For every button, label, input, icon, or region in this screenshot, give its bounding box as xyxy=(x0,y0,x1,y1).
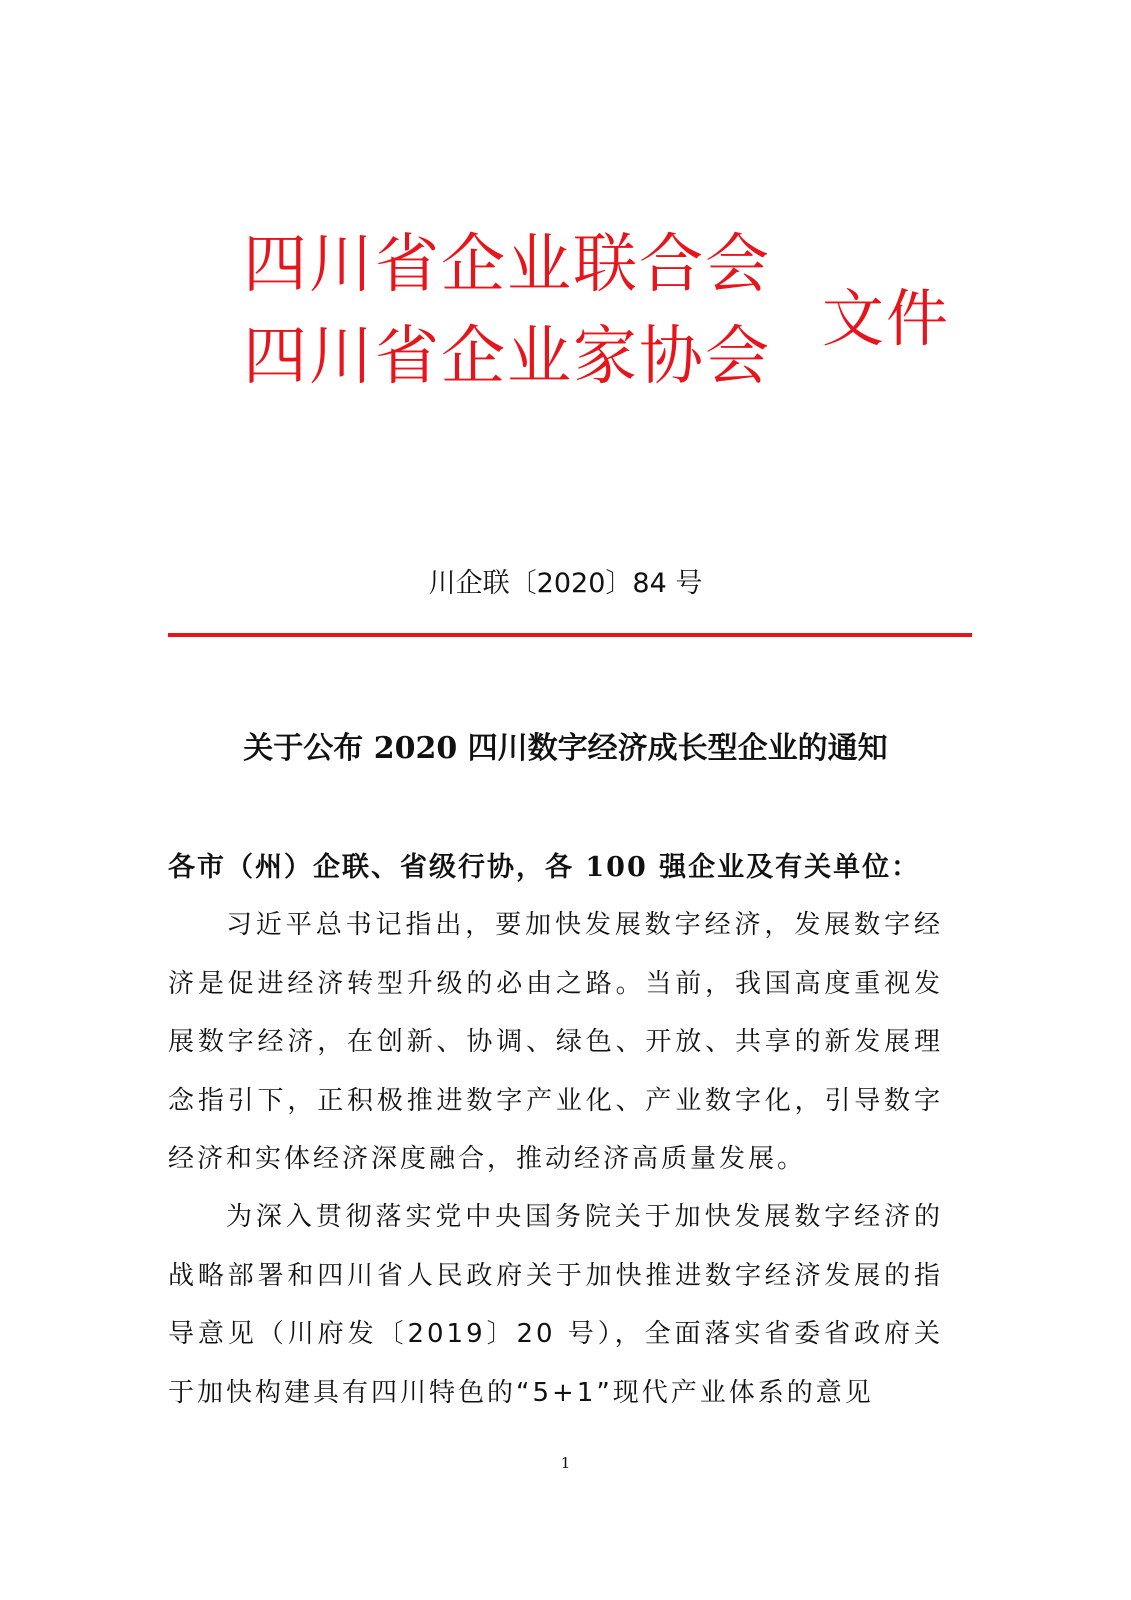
notice-title: 关于公布 2020 四川数字经济成长型企业的通知 xyxy=(243,731,888,766)
issuer-name-line-2: 四川省企业家协会 xyxy=(243,320,771,394)
body-paragraph: 习近平总书记指出，要加快发展数字经济，发展数字经济是促进经济转型升级的必由之路。当前，我国高度重视发展数字经济，在创新、协调、绿色、开放、共享的新发展理念指引下，正积极推进数字产业化、产业数字化，引导数字经济和实体经济深度融合，推动经济高质量发展。 xyxy=(168,910,943,1174)
red-divider-line xyxy=(168,633,972,637)
document-word: 文件 xyxy=(822,282,951,355)
body-paragraph: 为深入贯彻落实党中央国务院关于加快发展数字经济的战略部署和四川省人民政府关于加快推进数字经济发展的指导意见（川府发〔2019〕20 号），全面落实省委省政府关于加快构建具有四川特色的“5+1”现代产业体系的意见 xyxy=(168,1202,943,1408)
document-number: 川企联〔2020〕84 号 xyxy=(428,568,703,599)
issuer-name-line-1: 四川省企业联合会 xyxy=(243,228,771,302)
page-number: 1 xyxy=(560,1454,571,1472)
salutation: 各市（州）企联、省级行协，各 100 强企业及有关单位： xyxy=(168,852,921,883)
